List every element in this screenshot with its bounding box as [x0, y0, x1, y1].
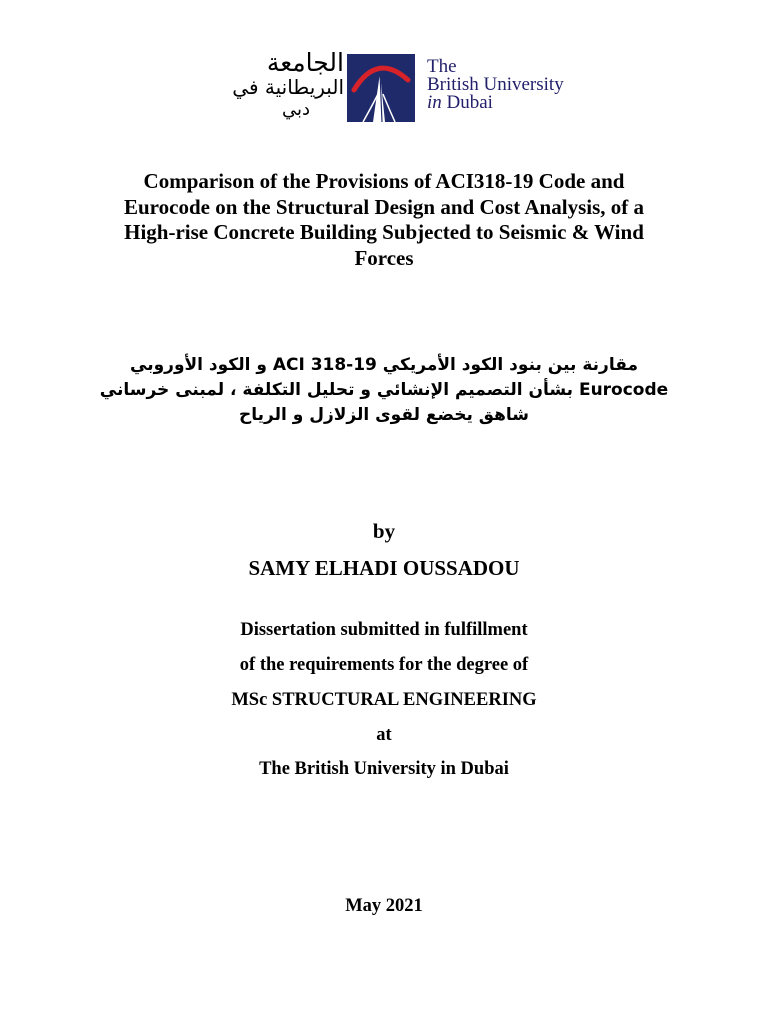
logo-dubai: Dubai: [446, 92, 493, 113]
arabic-title-line-2: Eurocode بشأن التصميم الإنشائي و تحليل التكلفة ، لمبنى خرساني: [99, 380, 669, 400]
logo-the: The: [427, 56, 457, 77]
title-line-4: Forces: [354, 245, 414, 270]
by-label: by: [372, 519, 396, 543]
dissertation-line-1: Dissertation submitted in fulfillment: [240, 620, 528, 640]
dissertation-title: [60, 169, 708, 271]
dissertation-statement: [60, 613, 708, 683]
arabic-dissertation-title: [60, 353, 708, 428]
university-emblem-icon: [347, 54, 415, 122]
arabic-logo-wordmark: [178, 50, 344, 122]
university-logo: [178, 50, 578, 122]
arabic-logo-line-3: دبي: [281, 99, 310, 120]
institution-name: The British University in Dubai: [259, 759, 509, 779]
logo-in-dubai: [427, 94, 564, 112]
title-line-1: Comparison of the Provisions of ACI318-19 Code and: [143, 169, 625, 193]
logo-british-university: British University: [427, 74, 564, 95]
arabic-logo-line-1: الجامعة: [266, 48, 344, 77]
at-label: at: [376, 725, 392, 745]
author-name: SAMY ELHADI OUSSADOU: [248, 556, 520, 580]
arabic-title-line-3: شاهق يخضع لقوى الزلازل و الرياح: [238, 405, 529, 425]
arabic-logo-line-2: البريطانية في: [232, 75, 344, 99]
arabic-title-line-1: مقارنة بين بنود الكود الأمريكي ACI 318-19 و الكود الأوروبي: [130, 355, 638, 375]
degree-name: MSc STRUCTURAL ENGINEERING: [231, 690, 537, 710]
title-line-2: Eurocode on the Structural Design and Cost Analysis, of a: [124, 194, 644, 219]
submission-date: May 2021: [345, 896, 423, 916]
dissertation-line-2: of the requirements for the degree of: [239, 655, 529, 675]
logo-in: in: [427, 92, 442, 113]
title-line-3: High-rise Concrete Building Subjected to Seismic & Wind: [124, 220, 644, 244]
english-logo-wordmark: [427, 58, 564, 112]
